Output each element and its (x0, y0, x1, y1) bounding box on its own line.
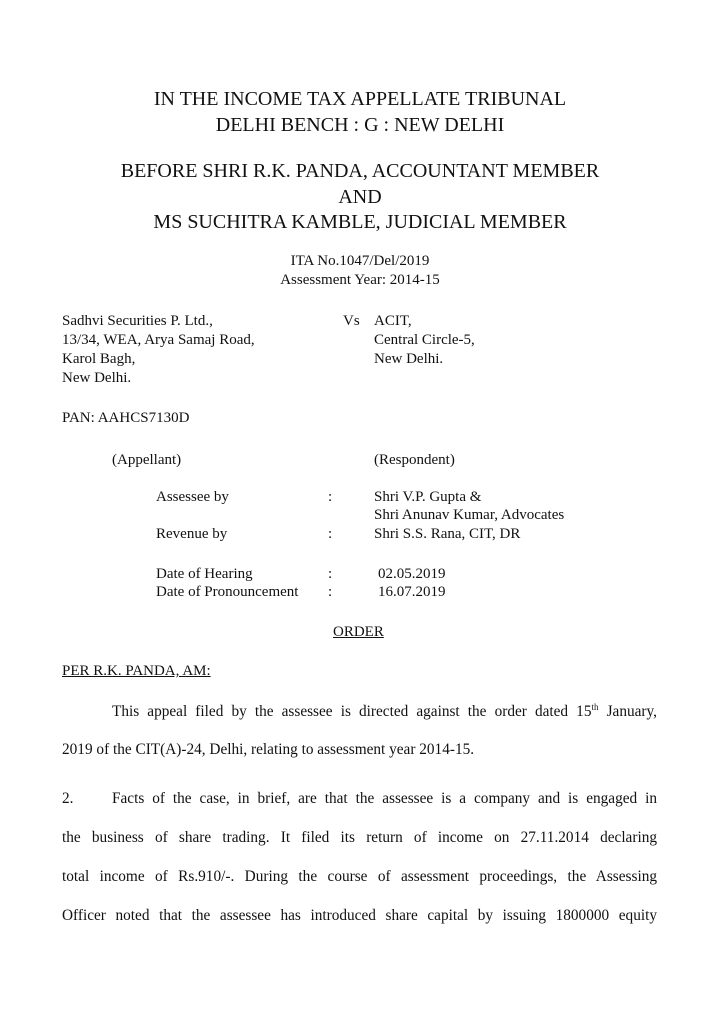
appellant-name: Sadhvi Securities P. Ltd., (62, 313, 213, 329)
judicial-member-line: MS SUCHITRA KAMBLE, JUDICIAL MEMBER (153, 211, 567, 233)
order-heading: ORDER (333, 624, 384, 640)
appellant-address-line: New Delhi. (62, 370, 132, 386)
revenue-counsel: Shri S.S. Rana, CIT, DR (374, 526, 521, 542)
paragraph-1-line-1 (112, 702, 657, 721)
pronouncement-date-label: Date of Pronouncement (156, 584, 299, 600)
ita-number: ITA No.1047/Del/2019 (290, 253, 430, 269)
respondent-address-line: Central Circle-5, (374, 332, 475, 348)
hearing-date-label: Date of Hearing (156, 566, 253, 582)
paragraph-2-number: 2. (62, 790, 74, 807)
paragraph-2-line-2: the business of share trading. It filed its return of income on 27.11.2014 declaring (62, 829, 657, 846)
pan-number: PAN: AAHCS7130D (62, 410, 190, 426)
assessee-by-label: Assessee by (156, 489, 229, 505)
hearing-date: 02.05.2019 (378, 566, 446, 582)
assessee-counsel: Shri Anunav Kumar, Advocates (374, 507, 565, 523)
paragraph-1-line-2: 2019 of the CIT(A)-24, Delhi, relating to assessment year 2014-15. (62, 741, 475, 758)
appellant-role: (Appellant) (112, 452, 182, 468)
assessee-counsel: Shri V.P. Gupta & (374, 489, 482, 505)
author-line: PER R.K. PANDA, AM: (62, 663, 211, 679)
colon: : (328, 584, 333, 600)
paragraph-2-line-1: Facts of the case, in brief, are that the assessee is a company and is engaged in (112, 790, 657, 807)
tribunal-title: IN THE INCOME TAX APPELLATE TRIBUNAL (153, 88, 567, 110)
colon: : (328, 566, 333, 582)
respondent-name: ACIT, (374, 313, 412, 329)
before-line: BEFORE SHRI R.K. PANDA, ACCOUNTANT MEMBER (120, 160, 600, 182)
colon: : (328, 489, 333, 505)
bench-title: DELHI BENCH : G : NEW DELHI (215, 114, 505, 136)
versus-label: Vs (343, 313, 360, 329)
respondent-address-line: New Delhi. (374, 351, 444, 367)
paragraph-2-line-4: Officer noted that the assessee has introduced share capital by issuing 1800000 equity (62, 907, 657, 924)
paragraph-1-text: January, (598, 703, 657, 721)
paragraph-2-line-3: total income of Rs.910/-. During the course of assessment proceedings, the Assessing (62, 868, 657, 885)
and-line: AND (338, 186, 382, 208)
appellant-address-line: 13/34, WEA, Arya Samaj Road, (62, 332, 255, 348)
pronouncement-date: 16.07.2019 (378, 584, 446, 600)
appellant-address-line: Karol Bagh, (62, 351, 136, 367)
ordinal-suffix: th (591, 702, 599, 712)
paragraph-1-text: This appeal filed by the assessee is directed against the order dated 15 (112, 703, 592, 721)
respondent-role: (Respondent) (374, 452, 455, 468)
colon: : (328, 526, 333, 542)
assessment-year: Assessment Year: 2014-15 (280, 272, 440, 288)
revenue-by-label: Revenue by (156, 526, 228, 542)
